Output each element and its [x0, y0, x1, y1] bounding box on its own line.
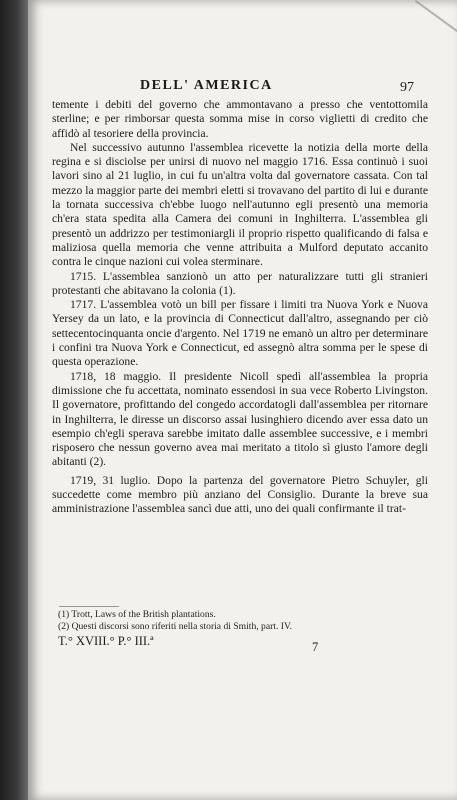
- paragraph-5: 1718, 18 maggio. Il presidente Nicoll spedì all'assemblea la propria dimissione che fu accettata, nominato essendosi in sua vece Roberto Livingston. Il governatore, profittando del congedo accordatogli dall'assemblea per ritornare in Inghilterra, le diresse un discorso assai lusinghiero dicendo aver essa dato un esempio ch'egli sperava sarebbe imitato dalle assemblee successive, e i membri risposero che nessun governo avea mai meritato a titolo sì giusto l'amore degli abitanti (2).: [52, 369, 428, 469]
- signature-mark: T.° XVIII.° P.° III.ª: [58, 634, 154, 648]
- book-gutter-shadow: [0, 0, 28, 800]
- paragraph-2: Nel successivo autunno l'assemblea ricevette la notizia della morte della regina e si disciolse per unirsi di nuovo nel maggio 1716. Essa continuò i suoi lavori sino al 21 luglio, in cui fu un'altra volta dal governatore cassata. Con tal mezzo la maggior parte dei membri eletti si trovavano del partito di lui e durante la tornata successiva ch'ebbe luogo nell'autunno egli presentò una memoria ch'era stata spedita alla Camera dei comuni in Inghilterra. L'assemblea gli presentò un addrizzo per testimoniargli il proprio rispetto qualificando di falsa e maliziosa quella memoria che venne attribuita a Mulford deputato accanito contra le cinque nazioni cui volea sterminare.: [52, 140, 428, 269]
- body-text: [52, 98, 428, 517]
- paragraph-1: temente i debiti del governo che ammontavano a presso che ventottomila sterline; e per rimborsar questa somma mise in corso viglietti di credito che affidò al tesoriere della provincia.: [52, 98, 428, 140]
- page-number: 97: [400, 80, 414, 95]
- printer-signature: [58, 634, 438, 652]
- page-header: [28, 78, 457, 100]
- paragraph-3: 1715. L'assemblea sanzionò un atto per naturalizzare tutti gli stranieri protestanti che abitavano la colonia (1).: [52, 269, 428, 297]
- signature-number: 7: [312, 640, 319, 654]
- running-head: DELL' AMERICA: [140, 78, 273, 93]
- page-corner-fold: [415, 0, 457, 55]
- footnotes: [58, 609, 428, 633]
- footnote-rule: [59, 606, 119, 607]
- footnote-2: (2) Questi discorsi sono riferiti nella storia di Smith, part. IV.: [58, 621, 293, 632]
- paragraph-6: 1719, 31 luglio. Dopo la partenza del governatore Pietro Schuyler, gli succedette come membro più anziano del Consiglio. Durante la breve sua amministrazione l'assemblea sancì due atti, uno dei quali confirmante il trat-: [52, 473, 428, 516]
- book-page: [28, 0, 457, 800]
- paragraph-4: 1717. L'assemblea votò un bill per fissare i limiti tra Nuova York e Nuova Yersey da un lato, e la provincia di Connecticut dall'altro, assegnando per ciò settecentocinquanta oncie d'argento. Nel 1719 ne emanò un altro per determinare i confini tra Nuova York e Connecticut, ed assegnò altra somma per le spese di questa operazione.: [52, 298, 428, 369]
- footnote-1: (1) Trott, Laws of the British plantations.: [58, 609, 216, 620]
